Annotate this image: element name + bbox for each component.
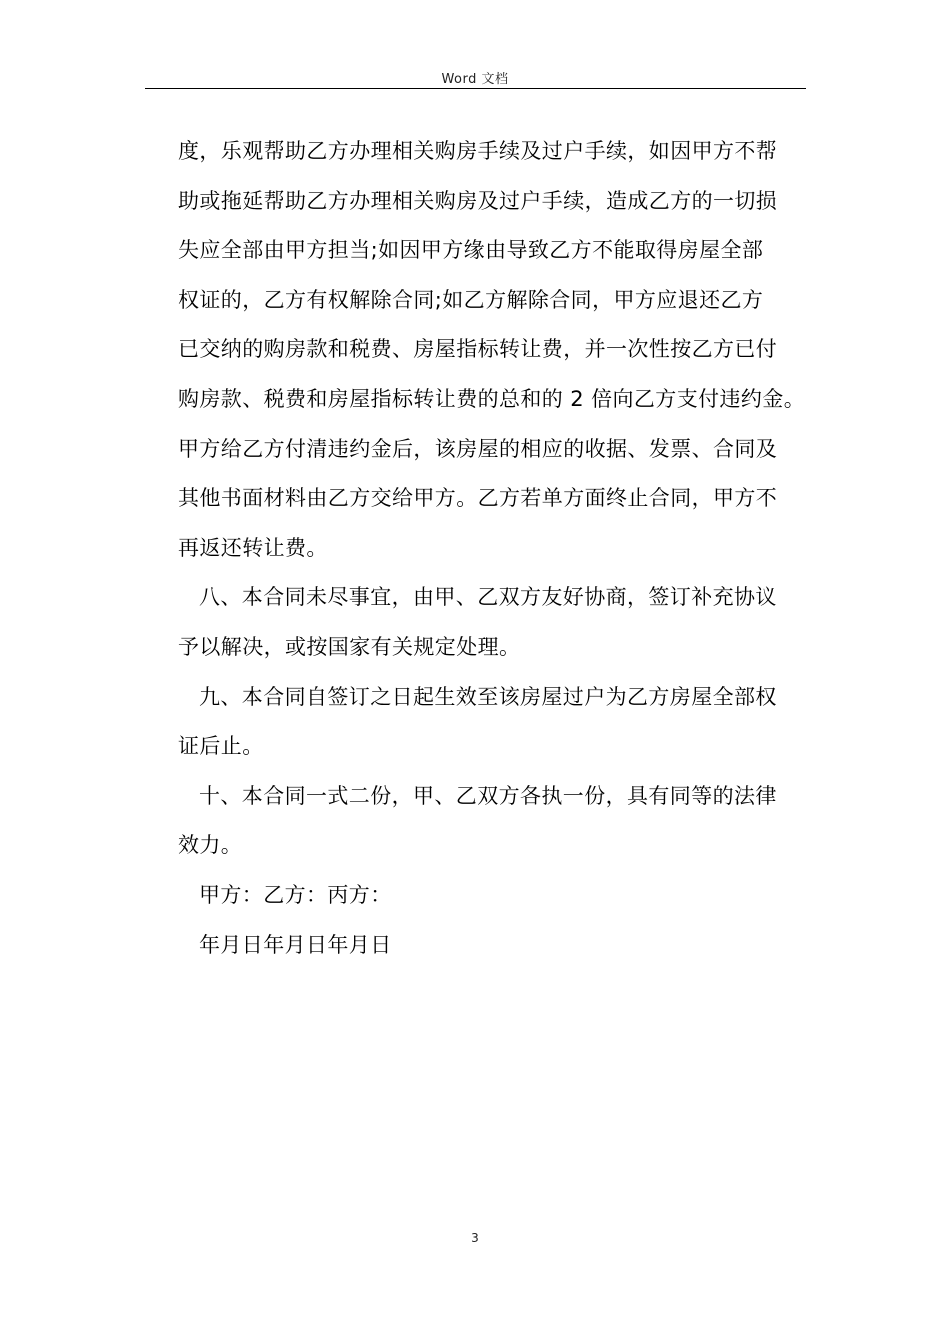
clause-nine-line: 九、本合同自签订之日起生效至该房屋过户为乙方房屋全部权 (199, 684, 777, 709)
text-line: 效力。 (178, 833, 243, 858)
signature-dates-line: 年月日年月日年月日 (199, 932, 392, 957)
header-divider (145, 88, 806, 89)
text-line: 予以解决，或按国家有关规定处理。 (178, 634, 521, 659)
signature-parties-line: 甲方：乙方：丙方： (199, 882, 392, 907)
text-line: 失应全部由甲方担当;如因甲方缘由导致乙方不能取得房屋全部 (178, 238, 764, 263)
text-line: 甲方给乙方付清违约金后，该房屋的相应的收据、发票、合同及 (178, 436, 778, 461)
page-header-title: Word 文档 (441, 72, 509, 87)
text-line: 再返还转让费。 (178, 535, 328, 560)
clause-eight-line: 八、本合同未尽事宜，由甲、乙双方友好协商，签订补充协议 (199, 585, 777, 610)
text-line: 权证的，乙方有权解除合同;如乙方解除合同，甲方应退还乙方 (178, 287, 764, 312)
page-number: 3 (471, 1231, 479, 1245)
text-line: 度，乐观帮助乙方办理相关购房手续及过户手续，如因甲方不帮 (178, 139, 778, 163)
text-line: 证后止。 (178, 734, 264, 759)
clause-ten-line: 十、本合同一式二份，甲、乙双方各执一份，具有同等的法律 (199, 783, 777, 808)
document-body (178, 133, 818, 976)
text-line: 购房款、税费和房屋指标转让费的总和的 2 倍向乙方支付违约金。 (178, 386, 806, 411)
text-line: 其他书面材料由乙方交给甲方。乙方若单方面终止合同，甲方不 (178, 486, 778, 511)
text-line: 已交纳的购房款和税费、房屋指标转让费，并一次性按乙方已付 (178, 337, 778, 362)
text-line: 助或拖延帮助乙方办理相关购房及过户手续，造成乙方的一切损 (178, 188, 778, 213)
